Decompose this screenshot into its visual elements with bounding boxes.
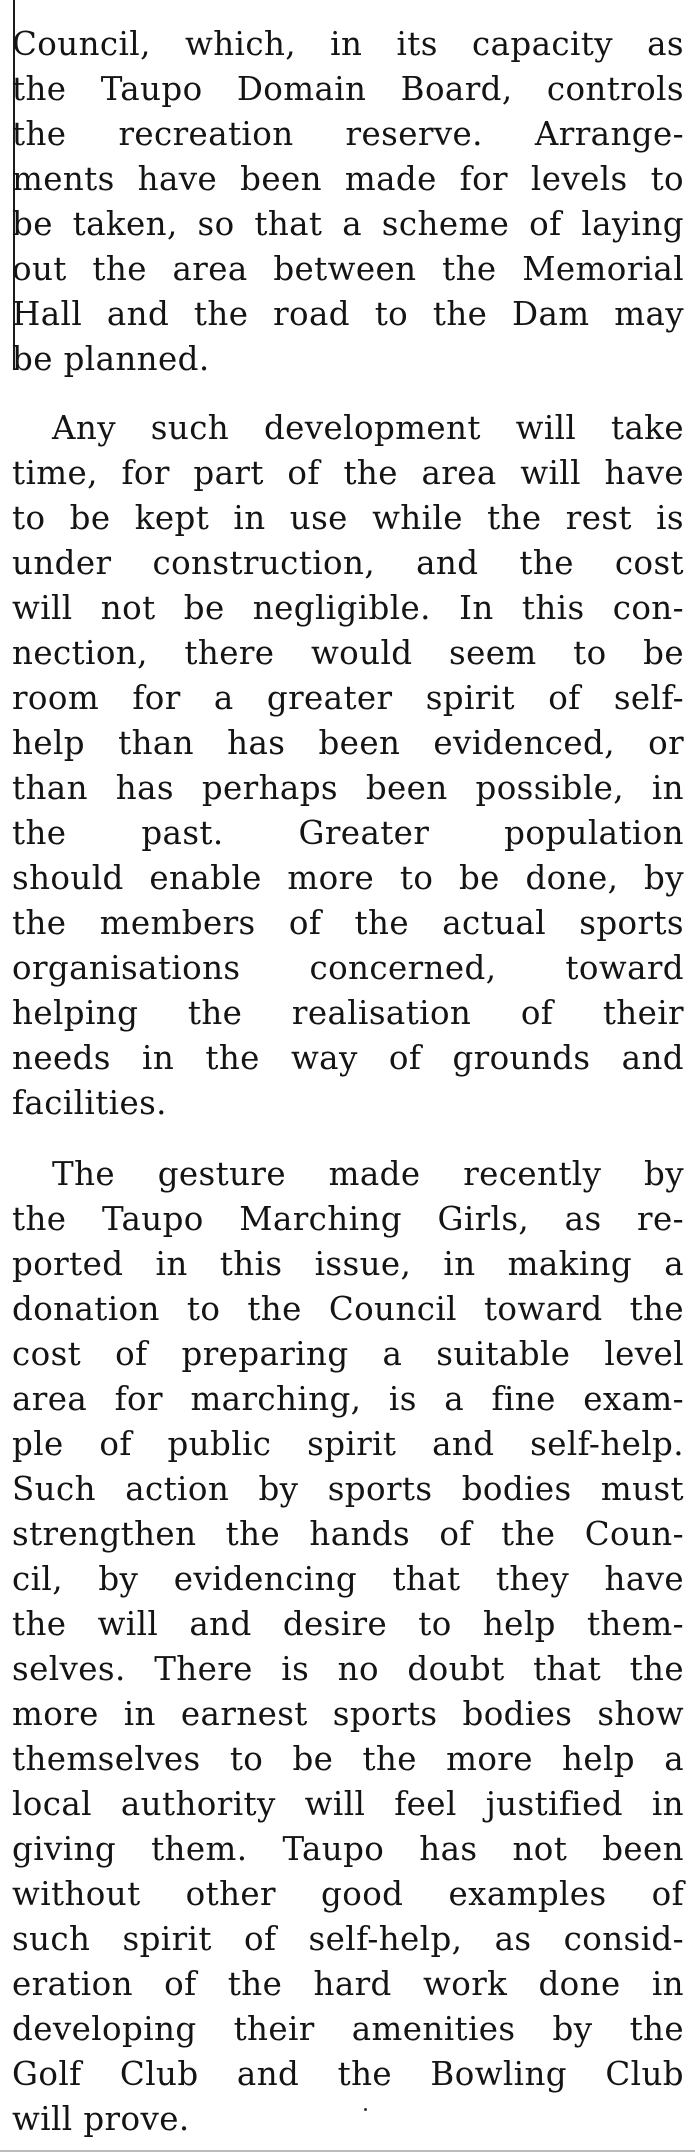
paragraph-1 (12, 22, 684, 382)
text-line: themselves to be the more help a (12, 1740, 684, 1778)
text-line: local authority will feel justified in (12, 1785, 684, 1823)
text-line: the past. Greater population (12, 814, 684, 852)
text-line: Council, which, in its capacity as (12, 25, 684, 63)
text-line: The gesture made recently by (52, 1155, 684, 1193)
text-line: developing their amenities by the (12, 2010, 684, 2048)
text-line: without other good examples of (12, 1875, 684, 1913)
text-line: help than has been evidenced, or (12, 724, 684, 762)
text-line: needs in the way of grounds and (12, 1039, 684, 1077)
text-line: donation to the Council toward the (12, 1290, 684, 1328)
text-line: ments have been made for levels to (12, 160, 684, 198)
text-line: nection, there would seem to be (12, 634, 684, 672)
paragraph-3 (12, 1152, 684, 2142)
text-line: be taken, so that a scheme of laying (12, 205, 684, 243)
text-line: ported in this issue, in making a (12, 1245, 684, 1283)
text-line: should enable more to be done, by (12, 859, 684, 897)
text-line: cost of preparing a suitable level (12, 1335, 684, 1373)
text-line: be planned. (12, 340, 210, 378)
text-line: Any such development will take (52, 409, 684, 447)
text-line: helping the realisation of their (12, 994, 684, 1032)
text-line: time, for part of the area will have (12, 454, 684, 492)
print-speck (364, 2108, 367, 2111)
article-column (12, 22, 684, 2142)
text-line: facilities. (12, 1084, 167, 1122)
text-line: the Taupo Marching Girls, as re- (12, 1200, 684, 1238)
text-line: strengthen the hands of the Coun- (12, 1515, 684, 1553)
text-line: to be kept in use while the rest is (12, 499, 684, 537)
text-line: out the area between the Memorial (12, 250, 684, 288)
text-line: Hall and the road to the Dam may (12, 295, 684, 333)
text-line: under construction, and the cost (12, 544, 684, 582)
text-line: area for marching, is a fine exam- (12, 1380, 684, 1418)
text-line: Such action by sports bodies must (12, 1470, 684, 1508)
text-line: the members of the actual sports (12, 904, 684, 942)
text-line: eration of the hard work done in (12, 1965, 684, 2003)
text-line: giving them. Taupo has not been (12, 1830, 684, 1868)
paragraph-2 (12, 406, 684, 1126)
text-line: the recreation reserve. Arrange- (12, 115, 684, 153)
text-line: more in earnest sports bodies show (12, 1695, 684, 1733)
text-line: the will and desire to help them- (12, 1605, 684, 1643)
text-line: room for a greater spirit of self- (12, 679, 684, 717)
text-line: will prove. (12, 2100, 190, 2138)
text-line: will not be negligible. In this con- (12, 589, 684, 627)
text-line: organisations concerned, toward (12, 949, 684, 987)
text-line: selves. There is no doubt that the (12, 1650, 684, 1688)
text-line: such spirit of self-help, as consid- (12, 1920, 684, 1958)
clipping-edge (0, 2150, 695, 2152)
text-line: the Taupo Domain Board, controls (12, 70, 684, 108)
text-line: Golf Club and the Bowling Club (12, 2055, 684, 2093)
text-line: ple of public spirit and self-help. (12, 1425, 684, 1463)
text-line: than has perhaps been possible, in (12, 769, 684, 807)
text-line: cil, by evidencing that they have (12, 1560, 684, 1598)
